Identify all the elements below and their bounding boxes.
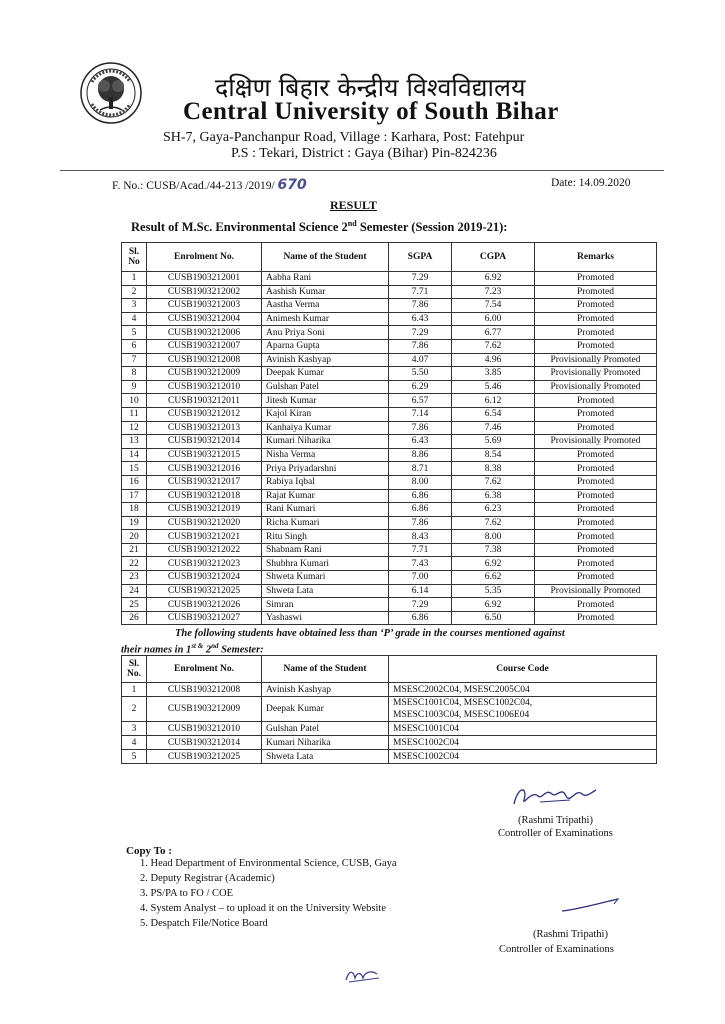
cell-enrolment: CUSB1903212011 bbox=[147, 394, 262, 408]
cell-sgpa: 7.86 bbox=[389, 299, 452, 313]
cell-cgpa: 6.62 bbox=[452, 571, 535, 585]
col-sl: Sl. No. bbox=[122, 656, 147, 683]
document-date: Date: 14.09.2020 bbox=[551, 177, 631, 189]
table-row bbox=[122, 598, 657, 612]
cell-sl: 18 bbox=[122, 503, 147, 517]
cell-cgpa: 6.54 bbox=[452, 407, 535, 421]
table-row bbox=[122, 421, 657, 435]
cell-cgpa: 8.54 bbox=[452, 448, 535, 462]
cell-sl: 9 bbox=[122, 380, 147, 394]
cell-student-name: Aastha Verma bbox=[262, 299, 389, 313]
below-p-grade-note bbox=[121, 628, 661, 657]
cell-cgpa: 7.46 bbox=[452, 421, 535, 435]
cell-enrolment: CUSB1903212025 bbox=[147, 584, 262, 598]
cell-sl: 4 bbox=[122, 736, 147, 750]
cell-student-name: Nisha Verma bbox=[262, 448, 389, 462]
cell-cgpa: 7.62 bbox=[452, 339, 535, 353]
cell-sl: 16 bbox=[122, 475, 147, 489]
cell-sl: 14 bbox=[122, 448, 147, 462]
cell-sl: 12 bbox=[122, 421, 147, 435]
cell-student-name: Yashaswi bbox=[262, 611, 389, 625]
cell-student-name: Aashish Kumar bbox=[262, 285, 389, 299]
cell-remarks: Provisionally Promoted bbox=[535, 367, 657, 381]
table-row bbox=[122, 750, 657, 764]
cell-student-name: Rani Kumari bbox=[262, 503, 389, 517]
cell-sgpa: 8.71 bbox=[389, 462, 452, 476]
cell-enrolment: CUSB1903212014 bbox=[147, 435, 262, 449]
handwritten-file-number: 670 bbox=[277, 177, 307, 193]
note-line-2: their names in $1^{st \&}$ 2nd Semester: bbox=[121, 642, 264, 656]
copy-to-item: 4. System Analyst – to upload it on the University Website bbox=[140, 903, 386, 914]
cell-enrolment: CUSB1903212022 bbox=[147, 543, 262, 557]
cell-enrolment: CUSB1903212017 bbox=[147, 475, 262, 489]
cell-sgpa: 6.43 bbox=[389, 435, 452, 449]
cell-cgpa: 6.00 bbox=[452, 312, 535, 326]
cell-sgpa: 7.86 bbox=[389, 421, 452, 435]
cell-sgpa: 7.29 bbox=[389, 326, 452, 340]
cell-sl: 5 bbox=[122, 326, 147, 340]
table-row bbox=[122, 530, 657, 544]
col-remarks: Remarks bbox=[535, 243, 657, 272]
table-row bbox=[122, 543, 657, 557]
result-heading: RESULT bbox=[330, 198, 377, 212]
cell-remarks: Promoted bbox=[535, 557, 657, 571]
cell-sgpa: 7.29 bbox=[389, 272, 452, 286]
university-name-hindi: दक्षिण बिहार केन्द्रीय विश्वविद्यालय bbox=[215, 73, 526, 102]
cell-remarks: Promoted bbox=[535, 272, 657, 286]
cell-enrolment: CUSB1903212015 bbox=[147, 448, 262, 462]
cell-sl: 4 bbox=[122, 312, 147, 326]
cell-enrolment: CUSB1903212027 bbox=[147, 611, 262, 625]
cell-cgpa: 6.92 bbox=[452, 272, 535, 286]
cell-student-name: Priya Priyadarshni bbox=[262, 462, 389, 476]
cell-student-name: Animesh Kumar bbox=[262, 312, 389, 326]
table-row bbox=[122, 611, 657, 625]
cell-cgpa: 6.92 bbox=[452, 557, 535, 571]
cell-remarks: Provisionally Promoted bbox=[535, 584, 657, 598]
table-row bbox=[122, 557, 657, 571]
signatory-title-2: Controller of Examinations bbox=[499, 944, 614, 955]
cell-remarks: Promoted bbox=[535, 299, 657, 313]
cell-student-name: Kanhaiya Kumar bbox=[262, 421, 389, 435]
cell-sl: 23 bbox=[122, 571, 147, 585]
table-row bbox=[122, 697, 657, 722]
signatory-name: (Rashmi Tripathi) bbox=[518, 815, 593, 826]
cell-cgpa: 7.54 bbox=[452, 299, 535, 313]
cell-remarks: Promoted bbox=[535, 571, 657, 585]
col-course-code: Course Code bbox=[389, 656, 657, 683]
table-row bbox=[122, 435, 657, 449]
col-sgpa: SGPA bbox=[389, 243, 452, 272]
table-row bbox=[122, 722, 657, 736]
cell-remarks: Promoted bbox=[535, 312, 657, 326]
cell-cgpa: 6.38 bbox=[452, 489, 535, 503]
table-row bbox=[122, 353, 657, 367]
cell-cgpa: 6.50 bbox=[452, 611, 535, 625]
cell-student-name: Kajol Kiran bbox=[262, 407, 389, 421]
cell-enrolment: CUSB1903212004 bbox=[147, 312, 262, 326]
university-logo bbox=[80, 62, 142, 124]
cell-cgpa: 5.35 bbox=[452, 584, 535, 598]
cell-student-name: Deepak Kumar bbox=[262, 697, 389, 722]
cell-sgpa: 6.57 bbox=[389, 394, 452, 408]
cell-cgpa: 7.62 bbox=[452, 475, 535, 489]
cell-cgpa: 6.92 bbox=[452, 598, 535, 612]
copy-to-item: 3. PS/PA to FO / COE bbox=[140, 888, 233, 899]
result-table bbox=[121, 242, 657, 625]
cell-sl: 11 bbox=[122, 407, 147, 421]
cell-sgpa: 8.43 bbox=[389, 530, 452, 544]
cell-remarks: Provisionally Promoted bbox=[535, 353, 657, 367]
cell-enrolment: CUSB1903212013 bbox=[147, 421, 262, 435]
cell-sl: 1 bbox=[122, 683, 147, 697]
cell-sgpa: 7.00 bbox=[389, 571, 452, 585]
cell-enrolment: CUSB1903212016 bbox=[147, 462, 262, 476]
signatory-name-2: (Rashmi Tripathi) bbox=[533, 929, 608, 940]
table-row bbox=[122, 584, 657, 598]
cell-student-name: Ritu Singh bbox=[262, 530, 389, 544]
cell-sl: 19 bbox=[122, 516, 147, 530]
col-student-name: Name of the Student bbox=[262, 243, 389, 272]
signature-mark bbox=[560, 895, 620, 915]
copy-to-item: 5. Despatch File/Notice Board bbox=[140, 918, 268, 929]
cell-student-name: Aparna Gupta bbox=[262, 339, 389, 353]
cell-enrolment: CUSB1903212024 bbox=[147, 571, 262, 585]
cell-enrolment: CUSB1903212009 bbox=[147, 367, 262, 381]
col-enrolment: Enrolment No. bbox=[147, 243, 262, 272]
cell-student-name: Shweta Lata bbox=[262, 584, 389, 598]
cell-sl: 7 bbox=[122, 353, 147, 367]
cell-sl: 17 bbox=[122, 489, 147, 503]
cell-cgpa: 4.96 bbox=[452, 353, 535, 367]
cell-student-name: Kumari Niharika bbox=[262, 435, 389, 449]
table-row bbox=[122, 683, 657, 697]
cell-sl: 21 bbox=[122, 543, 147, 557]
cell-enrolment: CUSB1903212008 bbox=[147, 353, 262, 367]
col-cgpa: CGPA bbox=[452, 243, 535, 272]
copy-to-item: 1. Head Department of Environmental Science, CUSB, Gaya bbox=[140, 858, 397, 869]
cell-sl: 24 bbox=[122, 584, 147, 598]
table-row bbox=[122, 380, 657, 394]
cell-student-name: Aabha Rani bbox=[262, 272, 389, 286]
cell-sgpa: 7.43 bbox=[389, 557, 452, 571]
table-row bbox=[122, 489, 657, 503]
cell-cgpa: 7.38 bbox=[452, 543, 535, 557]
cell-sl: 10 bbox=[122, 394, 147, 408]
cell-cgpa: 8.00 bbox=[452, 530, 535, 544]
note-line-1: The following students have obtained less than ‘P’ grade in the courses mentioned against bbox=[175, 628, 565, 639]
cell-remarks: Promoted bbox=[535, 598, 657, 612]
cell-student-name: Rajat Kumar bbox=[262, 489, 389, 503]
cell-sgpa: 6.14 bbox=[389, 584, 452, 598]
cell-enrolment: CUSB1903212003 bbox=[147, 299, 262, 313]
cell-sgpa: 7.71 bbox=[389, 543, 452, 557]
cell-sl: 2 bbox=[122, 285, 147, 299]
signature-image bbox=[510, 782, 600, 812]
cell-sl: 6 bbox=[122, 339, 147, 353]
table-row bbox=[122, 285, 657, 299]
cell-enrolment: CUSB1903212008 bbox=[147, 683, 262, 697]
cell-sgpa: 6.86 bbox=[389, 503, 452, 517]
table-row bbox=[122, 736, 657, 750]
table-row bbox=[122, 394, 657, 408]
table-row bbox=[122, 326, 657, 340]
cell-enrolment: CUSB1903212010 bbox=[147, 722, 262, 736]
cell-enrolment: CUSB1903212001 bbox=[147, 272, 262, 286]
cell-cgpa: 6.77 bbox=[452, 326, 535, 340]
cell-cgpa: 7.62 bbox=[452, 516, 535, 530]
cell-remarks: Promoted bbox=[535, 503, 657, 517]
col-student-name: Name of the Student bbox=[262, 656, 389, 683]
cell-remarks: Promoted bbox=[535, 394, 657, 408]
cell-cgpa: 8.38 bbox=[452, 462, 535, 476]
cell-remarks: Provisionally Promoted bbox=[535, 435, 657, 449]
handwritten-initials bbox=[343, 966, 383, 984]
cell-sgpa: 5.50 bbox=[389, 367, 452, 381]
cell-remarks: Promoted bbox=[535, 516, 657, 530]
table-row bbox=[122, 475, 657, 489]
cell-sgpa: 6.86 bbox=[389, 489, 452, 503]
cell-cgpa: 5.46 bbox=[452, 380, 535, 394]
table-row bbox=[122, 272, 657, 286]
university-name: Central University of South Bihar bbox=[183, 98, 559, 125]
cell-enrolment: CUSB1903212010 bbox=[147, 380, 262, 394]
table-row bbox=[122, 462, 657, 476]
cell-student-name: Shweta Lata bbox=[262, 750, 389, 764]
table-row bbox=[122, 571, 657, 585]
cell-cgpa: 3.85 bbox=[452, 367, 535, 381]
cell-student-name: Deepak Kumar bbox=[262, 367, 389, 381]
cell-sgpa: 8.86 bbox=[389, 448, 452, 462]
cell-course-code: MSESC2002C04, MSESC2005C04 bbox=[389, 683, 657, 697]
cell-enrolment: CUSB1903212012 bbox=[147, 407, 262, 421]
table-row bbox=[122, 339, 657, 353]
cell-remarks: Promoted bbox=[535, 530, 657, 544]
cell-sgpa: 7.29 bbox=[389, 598, 452, 612]
cell-enrolment: CUSB1903212018 bbox=[147, 489, 262, 503]
cell-cgpa: 7.23 bbox=[452, 285, 535, 299]
cell-sgpa: 6.43 bbox=[389, 312, 452, 326]
cell-sgpa: 7.14 bbox=[389, 407, 452, 421]
cell-student-name: Jitesh Kumar bbox=[262, 394, 389, 408]
table-row bbox=[122, 516, 657, 530]
cell-course-code: MSESC1002C04 bbox=[389, 736, 657, 750]
cell-student-name: Gulshan Patel bbox=[262, 722, 389, 736]
cell-sl: 26 bbox=[122, 611, 147, 625]
cell-student-name: Avinish Kashyap bbox=[262, 683, 389, 697]
cell-student-name: Rabiya Iqbal bbox=[262, 475, 389, 489]
cell-remarks: Promoted bbox=[535, 448, 657, 462]
cell-sl: 3 bbox=[122, 722, 147, 736]
cell-cgpa: 6.12 bbox=[452, 394, 535, 408]
cell-student-name: Avinish Kashyap bbox=[262, 353, 389, 367]
copy-to-list bbox=[140, 856, 397, 931]
cell-enrolment: CUSB1903212006 bbox=[147, 326, 262, 340]
cell-remarks: Promoted bbox=[535, 489, 657, 503]
cell-sl: 22 bbox=[122, 557, 147, 571]
cell-student-name: Gulshan Patel bbox=[262, 380, 389, 394]
table-row bbox=[122, 299, 657, 313]
cell-cgpa: 5.69 bbox=[452, 435, 535, 449]
file-number: F. No.: CUSB/Acad./44-213 /2019/ 670 bbox=[112, 177, 307, 193]
cell-remarks: Promoted bbox=[535, 421, 657, 435]
cell-course-code: MSESC1002C04 bbox=[389, 750, 657, 764]
cell-student-name: Shabnam Rani bbox=[262, 543, 389, 557]
header-divider bbox=[60, 170, 664, 171]
cell-sgpa: 7.86 bbox=[389, 339, 452, 353]
cell-enrolment: CUSB1903212002 bbox=[147, 285, 262, 299]
table-row bbox=[122, 503, 657, 517]
cell-sl: 3 bbox=[122, 299, 147, 313]
cell-enrolment: CUSB1903212021 bbox=[147, 530, 262, 544]
address-line-2: P.S : Tekari, District : Gaya (Bihar) Pin-824236 bbox=[231, 146, 497, 161]
cell-remarks: Promoted bbox=[535, 339, 657, 353]
cell-course-code: MSESC1001C04 bbox=[389, 722, 657, 736]
cell-course-code: MSESC1001C04, MSESC1002C04, MSESC1003C04, MSESC1006E04 bbox=[389, 697, 657, 722]
cell-student-name: Richa Kumari bbox=[262, 516, 389, 530]
copy-to-item: 2. Deputy Registrar (Academic) bbox=[140, 873, 275, 884]
cell-remarks: Promoted bbox=[535, 285, 657, 299]
cell-sgpa: 6.86 bbox=[389, 611, 452, 625]
table-row bbox=[122, 312, 657, 326]
cell-sl: 25 bbox=[122, 598, 147, 612]
cell-student-name: Shubhra Kumari bbox=[262, 557, 389, 571]
table-row bbox=[122, 407, 657, 421]
cell-student-name: Simran bbox=[262, 598, 389, 612]
cell-remarks: Promoted bbox=[535, 462, 657, 476]
cell-remarks: Promoted bbox=[535, 326, 657, 340]
cell-sl: 20 bbox=[122, 530, 147, 544]
cell-sl: 2 bbox=[122, 697, 147, 722]
cell-sgpa: 7.86 bbox=[389, 516, 452, 530]
col-sl: Sl. No bbox=[122, 243, 147, 272]
copy-to-heading: Copy To : bbox=[126, 845, 172, 857]
cell-remarks: Provisionally Promoted bbox=[535, 380, 657, 394]
cell-cgpa: 6.23 bbox=[452, 503, 535, 517]
cell-sl: 15 bbox=[122, 462, 147, 476]
course-code-table bbox=[121, 655, 657, 764]
table-row bbox=[122, 367, 657, 381]
cell-remarks: Promoted bbox=[535, 543, 657, 557]
signatory-title: Controller of Examinations bbox=[498, 828, 613, 839]
cell-sl: 1 bbox=[122, 272, 147, 286]
cell-sgpa: 6.29 bbox=[389, 380, 452, 394]
table-row bbox=[122, 448, 657, 462]
cell-remarks: Promoted bbox=[535, 475, 657, 489]
cell-sl: 13 bbox=[122, 435, 147, 449]
result-title: Result of M.Sc. Environmental Science 2nd Semester (Session 2019-21): bbox=[131, 219, 508, 235]
cell-student-name: Anu Priya Soni bbox=[262, 326, 389, 340]
cell-enrolment: CUSB1903212026 bbox=[147, 598, 262, 612]
cell-enrolment: CUSB1903212019 bbox=[147, 503, 262, 517]
cell-enrolment: CUSB1903212014 bbox=[147, 736, 262, 750]
cell-remarks: Promoted bbox=[535, 407, 657, 421]
cell-student-name: Kumari Niharika bbox=[262, 736, 389, 750]
cell-enrolment: CUSB1903212007 bbox=[147, 339, 262, 353]
cell-sl: 8 bbox=[122, 367, 147, 381]
cell-sl: 5 bbox=[122, 750, 147, 764]
cell-enrolment: CUSB1903212023 bbox=[147, 557, 262, 571]
cell-enrolment: CUSB1903212009 bbox=[147, 697, 262, 722]
address-line-1: SH-7, Gaya-Panchanpur Road, Village : Karhara, Post: Fatehpur bbox=[163, 130, 525, 145]
cell-enrolment: CUSB1903212020 bbox=[147, 516, 262, 530]
cell-sgpa: 7.71 bbox=[389, 285, 452, 299]
cell-sgpa: 8.00 bbox=[389, 475, 452, 489]
cell-remarks: Promoted bbox=[535, 611, 657, 625]
result-table-header bbox=[122, 243, 657, 272]
cell-student-name: Shweta Kumari bbox=[262, 571, 389, 585]
cell-enrolment: CUSB1903212025 bbox=[147, 750, 262, 764]
course-table-header bbox=[122, 656, 657, 683]
col-enrolment: Enrolment No. bbox=[147, 656, 262, 683]
cell-sgpa: 4.07 bbox=[389, 353, 452, 367]
